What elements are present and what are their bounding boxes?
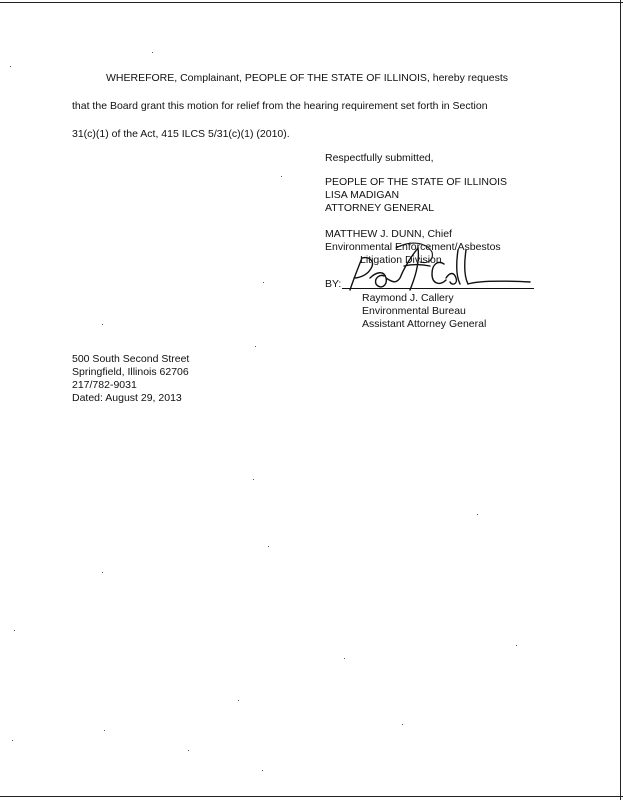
scan-speck	[188, 750, 189, 751]
scan-speck	[263, 282, 264, 283]
scan-speck	[102, 572, 103, 573]
closing-respectfully: Respectfully submitted,	[325, 152, 434, 164]
body-line-3: 31(c)(1) of the Act, 415 ILCS 5/31(c)(1) (2010).	[72, 128, 290, 140]
page-border-bottom	[0, 796, 623, 797]
page-border-top	[0, 2, 623, 3]
scan-speck	[477, 514, 478, 515]
scan-speck	[268, 546, 269, 547]
address-street: 500 South Second Street	[72, 353, 190, 365]
closing-people: PEOPLE OF THE STATE OF ILLINOIS	[325, 176, 508, 188]
signer-bureau: Environmental Bureau	[362, 305, 466, 317]
signature-line	[342, 288, 534, 289]
page-border-right	[620, 0, 621, 800]
scan-speck	[12, 740, 13, 741]
scan-speck	[102, 324, 103, 325]
address-dated: Dated: August 29, 2013	[72, 392, 182, 404]
signature-by-label: BY:	[325, 278, 342, 290]
scan-speck	[281, 176, 282, 177]
scan-speck	[255, 346, 256, 347]
division-bureau: Environmental Enforcement/Asbestos	[325, 241, 501, 253]
closing-title: ATTORNEY GENERAL	[325, 202, 435, 214]
body-line-1: WHEREFORE, Complainant, PEOPLE OF THE STATE OF ILLINOIS, hereby requests	[106, 72, 509, 84]
scan-speck	[104, 730, 105, 731]
division-chief: MATTHEW J. DUNN, Chief	[325, 228, 452, 240]
address-phone: 217/782-9031	[72, 379, 137, 391]
signer-title: Assistant Attorney General	[362, 318, 487, 330]
scan-speck	[253, 479, 254, 480]
closing-name: LISA MADIGAN	[325, 189, 400, 201]
scan-speck	[262, 770, 263, 771]
scan-speck	[14, 630, 15, 631]
scan-speck	[344, 658, 345, 659]
address-city: Springfield, Illinois 62706	[72, 366, 189, 378]
scan-speck	[516, 645, 517, 646]
scan-speck	[10, 66, 11, 67]
signer-name: Raymond J. Callery	[362, 292, 454, 304]
scan-speck	[402, 724, 403, 725]
division-litigation: Litigation Division	[360, 254, 442, 266]
body-line-2: that the Board grant this motion for relief from the hearing requirement set forth in Section	[72, 100, 488, 112]
scan-speck	[152, 52, 153, 53]
scan-speck	[238, 700, 239, 701]
